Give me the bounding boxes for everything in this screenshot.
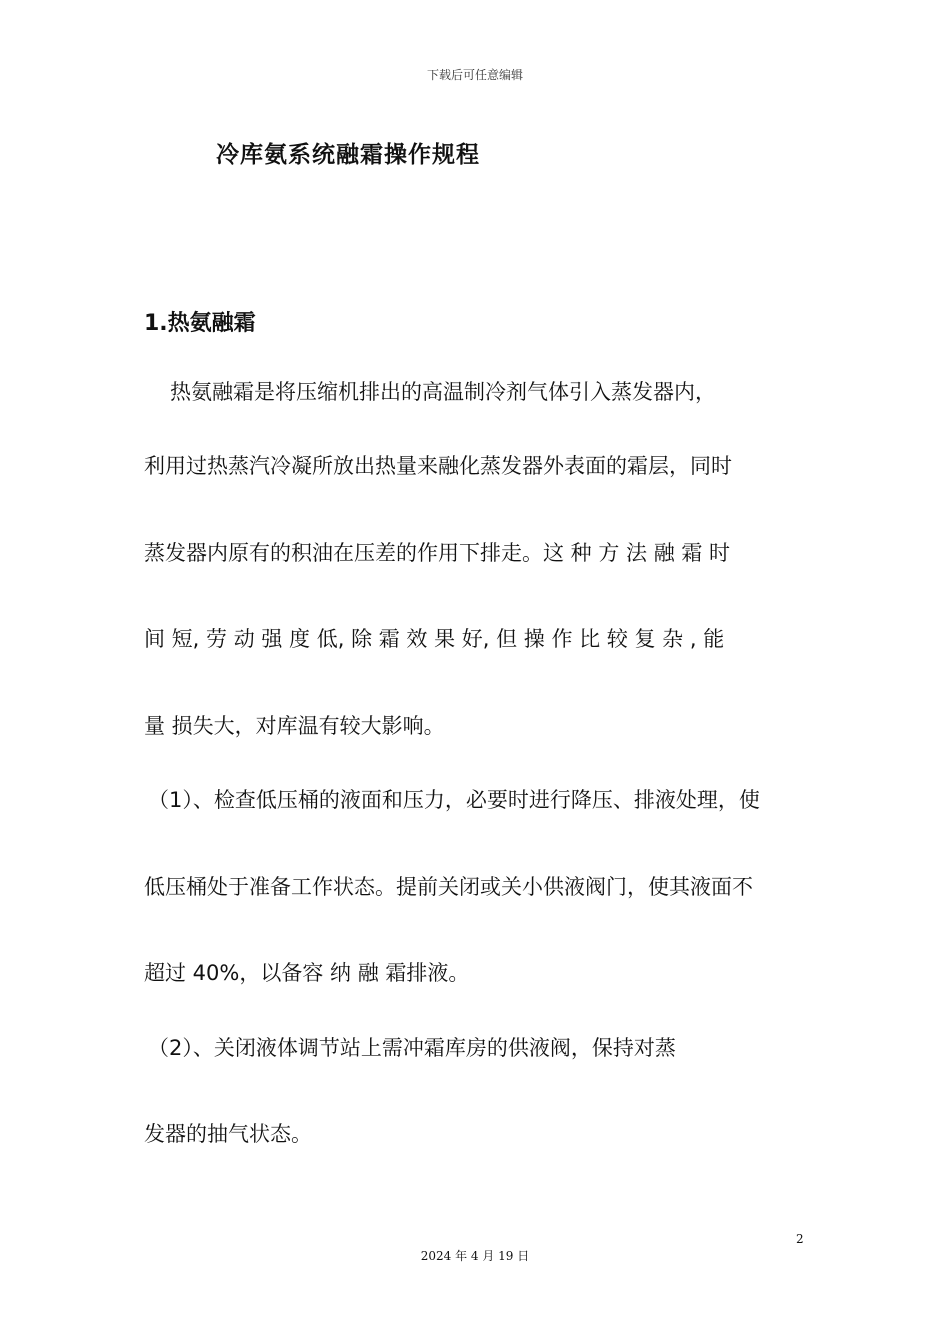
paragraph-line-9: （2）、关闭液体调节站上需冲霜库房的供液阀，保持对蒸	[148, 1036, 676, 1060]
document-title: 冷库氨系统融霜操作规程	[216, 142, 480, 168]
paragraph-line-3: 蒸发器内原有的积油在压差的作用下排走。这 种 方 法 融 霜 时	[144, 541, 731, 565]
paragraph-line-5: 量 损失大，对库温有较大影响。	[144, 714, 445, 738]
section-heading: 1.热氨融霜	[144, 311, 256, 336]
paragraph-line-4: 间 短, 劳 动 强 度 低, 除 霜 效 果 好, 但 操 作 比 较 复 杂 , 能	[144, 627, 725, 651]
paragraph-line-7: 低压桶处于准备工作状态。提前关闭或关小供液阀门，使其液面不	[144, 875, 753, 899]
footer-date: 2024 年 4 月 19 日	[420, 1249, 530, 1263]
paragraph-line-10: 发器的抽气状态。	[144, 1122, 312, 1146]
paragraph-line-1: 热氨融霜是将压缩机排出的高温制冷剂气体引入蒸发器内，	[170, 380, 716, 404]
paragraph-line-8: 超过 40%，以备容 纳 融 霜排液。	[144, 961, 470, 985]
paragraph-line-6: （1）、检查低压桶的液面和压力，必要时进行降压、排液处理，使	[148, 788, 760, 812]
header-note: 下载后可任意编辑	[426, 68, 523, 82]
page-number: 2	[796, 1232, 804, 1246]
paragraph-line-2: 利用过热蒸汽冷凝所放出热量来融化蒸发器外表面的霜层，同时	[144, 454, 732, 478]
